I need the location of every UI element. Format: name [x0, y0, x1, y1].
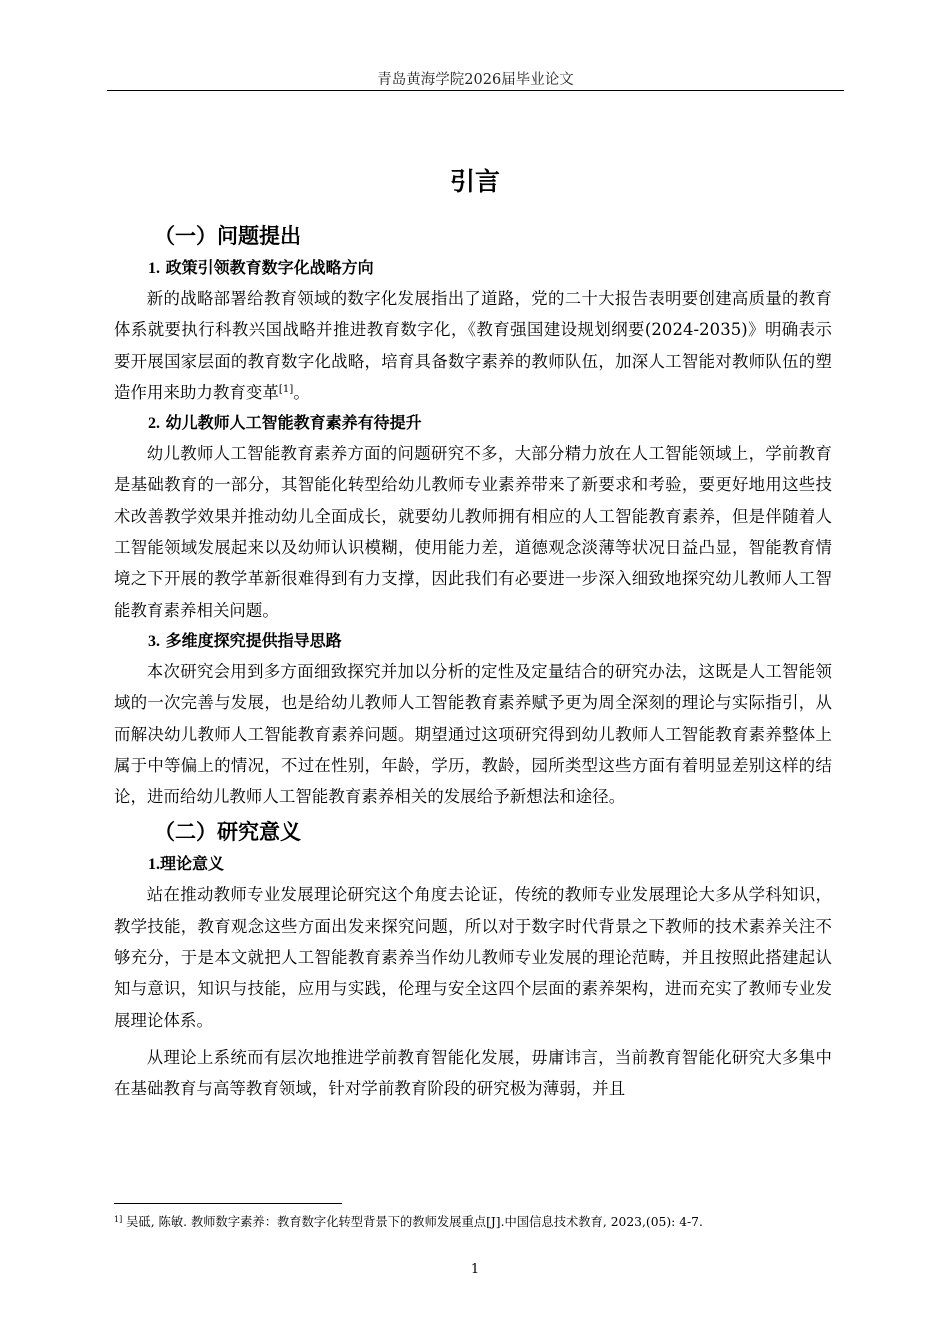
subheading-1-3 — [148, 626, 832, 656]
subheading-title: 幼儿教师人工智能教育素养有待提升 — [165, 413, 422, 433]
subheading-number: 1. — [148, 260, 160, 277]
footnote — [114, 1214, 834, 1230]
footnote-mark: 1] — [114, 1215, 123, 1224]
paragraph-text: 新的战略部署给教育领域的数字化发展指出了道路，党的二十大报告表明要创建高质量的教育体系就要执行科教兴国战略并推进教育数字化，《教育强国建设规划纲要(2024-2035)》明确表示要开展国家层面的教育数字化战略，培育具备数字素养的教师队伍，加深人工智能对教师队伍的塑造作用来助力教育变革 — [114, 289, 832, 402]
section-heading-2: （二）研究意义 — [154, 820, 301, 845]
page-number: 1 — [470, 1262, 480, 1277]
footnote-text: 吴砥, 陈敏. 教师数字素养：教育数字化转型背景下的教师发展重点[J].中国信息技术教育, 2023,(05): 4-7. — [122, 1215, 703, 1229]
subheading-2-1 — [148, 849, 832, 879]
subheading-1-2 — [148, 408, 832, 438]
page-header: 青岛黄海学院2026届毕业论文 — [377, 72, 574, 88]
paragraph-1-2: 幼儿教师人工智能教育素养方面的问题研究不多，大部分精力放在人工智能领域上，学前教育是基础教育的一部分，其智能化转型给幼儿教师专业素养带来了新要求和考验，要更好地用这些技术改善教学效果并推动幼儿全面成长，就要幼儿教师拥有相应的人工智能教育素养，但是伴随着人工智能领域发展起来以及幼师认识模糊，使用能力差，道德观念淡薄等状况日益凸显，智能教育情境之下开展的教学革新很难得到有力支撑，因此我们有必要进一步深入细致地探究幼儿教师人工智能教育素养相关问题。 — [114, 444, 832, 620]
subheading-number: 1. — [148, 856, 160, 874]
subheading-title: 理论意义 — [160, 854, 225, 874]
subheading-number: 2. — [148, 415, 160, 433]
paragraph-2-2: 从理论上系统而有层次地推进学前教育智能化发展，毋庸讳言，当前教育智能化研究大多集中在基础教育与高等教育领域，针对学前教育阶段的研究极为薄弱，并且 — [114, 1047, 832, 1099]
subheading-title: 政策引领教育数字化战略方向 — [165, 258, 374, 277]
subheading-title: 多维度探究提供指导思路 — [165, 630, 342, 650]
paragraph-2-1: 站在推动教师专业发展理论研究这个角度去论证，传统的教师专业发展理论大多从学科知识，教学技能，教育观念这些方面出发来探究问题，所以对于数字时代背景之下教师的技术素养关注不够充分，于是本文就把人工智能教育素养当作幼儿教师专业发展的理论范畴，并且按照此搭建起认知与意识，知识与技能，应用与实践，伦理与安全这四个层面的素养架构，进而充实了教师专业发展理论体系。 — [114, 885, 832, 1030]
page-title: 引言 — [449, 167, 500, 196]
paragraph-end: 。 — [293, 382, 310, 402]
body-text — [114, 220, 832, 1105]
subheading-1-1 — [148, 253, 832, 283]
subheading-number: 3. — [148, 632, 160, 650]
paragraph-1-1 — [114, 283, 832, 408]
section-heading-1: （一）问题提出 — [154, 224, 301, 248]
header-rule — [107, 90, 844, 91]
citation-mark: [1] — [278, 383, 294, 395]
paragraph-1-3: 本次研究会用到多方面细致探究并加以分析的定性及定量结合的研究办法，这既是人工智能领域的一次完善与发展，也是给幼儿教师人工智能教育素养赋予更为周全深刻的理论与实际指引，从而解决幼儿教师人工智能教育素养问题。期望通过这项研究得到幼儿教师人工智能教育素养整体上属于中等偏上的情况，不过在性别，年龄，学历，教龄，园所类型这些方面有着明显差别这样的结论，进而给幼儿教师人工智能教育素养相关的发展给予新想法和途径。 — [114, 661, 832, 807]
footnote-rule — [114, 1203, 342, 1204]
